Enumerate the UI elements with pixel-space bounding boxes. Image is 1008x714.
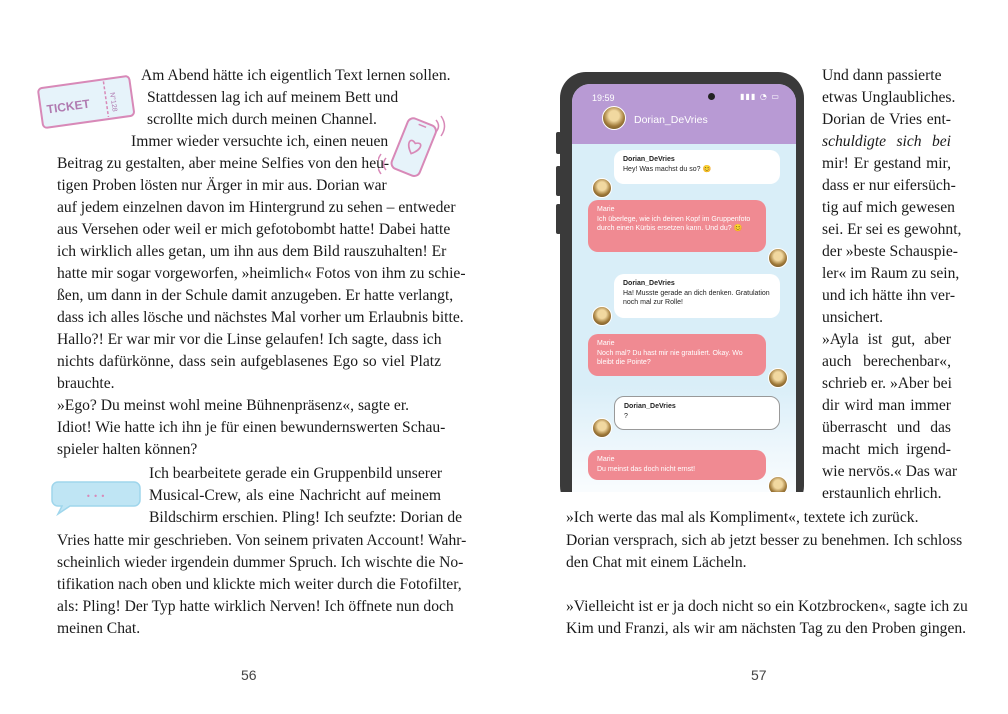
text-line: Immer wieder versuchte ich, einen neuen (131, 133, 389, 150)
text-line: scheinlich wieder irgendein dummer Spruch. Ich wischte die No- (57, 554, 464, 571)
text-line: tigen Proben lösten nur Ärger in mir aus. Dorian war (57, 177, 387, 194)
chat-phone-illustration (556, 72, 806, 492)
text-line: Dorian versprach, sich ab jetzt besser zu benehmen. Ich schloss (566, 532, 963, 549)
avatar (768, 476, 788, 492)
text-line: brauchte. (57, 375, 115, 392)
camera-icon (708, 93, 715, 100)
text-line: Dorian de Vries ent- (822, 111, 951, 128)
page-number-left: 56 (241, 667, 257, 683)
text-line: wie nervös.« Das war (822, 463, 958, 480)
chat-message: Marie Noch mal? Du hast mir nie gratuliert. Okay. Wo bleibt die Pointe? (588, 334, 766, 376)
text-line: der »beste Schauspie- (822, 243, 958, 260)
text-line: Stattdessen lag ich auf meinem Bett und (147, 89, 399, 106)
text-line: auch berechenbar«, (822, 353, 951, 370)
text-line: »Ego? Du meinst wohl meine Bühnenpräsenz«, sagte er. (57, 397, 410, 414)
text-line: dass er nur eifersüch- (822, 177, 956, 194)
text-line: den Chat mit einem Lächeln. (566, 554, 747, 571)
text-line: Vries hatte mir geschrieben. Von seinem privaten Account! Wahr- (57, 532, 467, 549)
text-line: sei. Er sei es gewohnt, (822, 221, 962, 238)
status-icons: ▮▮▮ ◔ ▭ (740, 92, 780, 101)
phone-screen (572, 84, 796, 492)
speech-dots: • • • (86, 492, 106, 501)
chat-message: Marie Ich überlege, wie ich deinen Kopf im Gruppenfoto durch einen Kürbis ersetzen kann. Und du? 😊 (588, 200, 766, 252)
avatar (592, 178, 612, 198)
text-line: Am Abend hätte ich eigentlich Text lernen sollen. (141, 67, 451, 84)
ticket-icon (34, 70, 138, 132)
text-line: hatte mir sogar vorgeworfen, »heimlich« Fotos von ihm zu schie- (57, 265, 466, 282)
text-line: Idiot! Wie hatte ich ihn je für einen bewundernswerten Schau- (57, 419, 446, 436)
text-line: ßen, um dann in der Schule damit anzugeben. Er hatte verlangt, (57, 287, 454, 304)
chat-message: Dorian_DeVries Hey! Was machst du so? 😊 (614, 150, 780, 184)
phone-body (560, 72, 804, 492)
text-line: Beitrag zu gestalten, aber meine Selfies von den heu- (57, 155, 390, 172)
avatar (602, 106, 626, 130)
text-line: »Ayla ist gut, aber (822, 331, 951, 348)
text-line: tifikation nach oben und klickte mich weiter durch die Fotofilter, (57, 576, 462, 593)
text-line: etwas Unglaubliches. (822, 89, 956, 106)
chat-header (572, 84, 796, 144)
text-line: auf jedem einzelnen davon im Hintergrund zu sehen – entweder (57, 199, 456, 216)
chat-message: Marie Du meinst das doch nicht ernst! (588, 450, 766, 480)
text-line: aus Versehen oder weil er mich gefotobombt hatte! Dabei hatte (57, 221, 451, 238)
text-line: schrieb er. »Aber bei (822, 375, 952, 392)
phone-heart-icon (378, 108, 448, 190)
avatar (768, 368, 788, 388)
text-line: unsichert. (822, 309, 884, 326)
text-line: ich wirklich alles getan, um ihn aus dem Bild rauszuhalten! Er (57, 243, 447, 260)
text-line: als: Pling! Der Typ hatte wirklich Nerven! Ich öffnete nun doch (57, 598, 454, 615)
text-line: Hallo?! Er war mir vor die Linse gelaufen! Ich sagte, dass ich (57, 331, 442, 348)
text-line: meinen Chat. (57, 620, 141, 637)
text-line: erstaunlich ehrlich. (822, 485, 942, 502)
status-time: 19:59 (592, 93, 615, 103)
ticket-number: N°128 (108, 91, 118, 113)
text-line: ler« im Raum zu sein, (822, 265, 960, 282)
text-line: dass ich alles lösche und nächstes Mal vorher um Erlaubnis bitte. (57, 309, 464, 326)
text-line: dir wird man immer (822, 397, 951, 414)
text-line: »Vielleicht ist er ja doch nicht so ein Kotzbrocken«, sagte ich zu (566, 598, 968, 615)
text-line: überrascht und das (822, 419, 951, 436)
text-line: mir! Er gestand mir, (822, 155, 951, 172)
avatar (592, 418, 612, 438)
text-line: Bildschirm erschien. Pling! Ich seufzte: Dorian de (149, 509, 463, 526)
text-line: schuldigte sich bei (822, 133, 951, 150)
avatar (592, 306, 612, 326)
chat-message: Dorian_DeVries Ha! Musste gerade an dich denken. Gratulation noch mal zur Rolle! (614, 274, 780, 318)
text-line: Und dann passierte (822, 67, 942, 84)
speech-bubble-icon (50, 476, 142, 516)
text-line: macht mich irgend- (822, 441, 951, 458)
ticket-label: TICKET (45, 96, 91, 117)
text-line: und ich hätte ihn ver- (822, 287, 956, 304)
text-line: »Ich werte das mal als Kompliment«, textete ich zurück. (566, 509, 919, 526)
text-line: Kim und Franzi, als wir am nächsten Tag zu den Proben gingen. (566, 620, 967, 637)
chat-message: Dorian_DeVries ? (614, 396, 780, 430)
text-line: tig auf mich gewesen (822, 199, 955, 216)
chat-contact-name: Dorian_DeVries (634, 114, 708, 126)
text-line: scrollte mich durch meinen Channel. (147, 111, 377, 128)
text-line: Ich bearbeitete gerade ein Gruppenbild unserer (149, 465, 443, 482)
text-line: Musical-Crew, als eine Nachricht auf meinem (149, 487, 441, 504)
page-number-right: 57 (751, 667, 767, 683)
text-line: spieler halten können? (57, 441, 198, 458)
avatar (768, 248, 788, 268)
text-line: nichts dafürkönne, dass sein aufgeblasenes Ego so viel Platz (57, 353, 441, 370)
